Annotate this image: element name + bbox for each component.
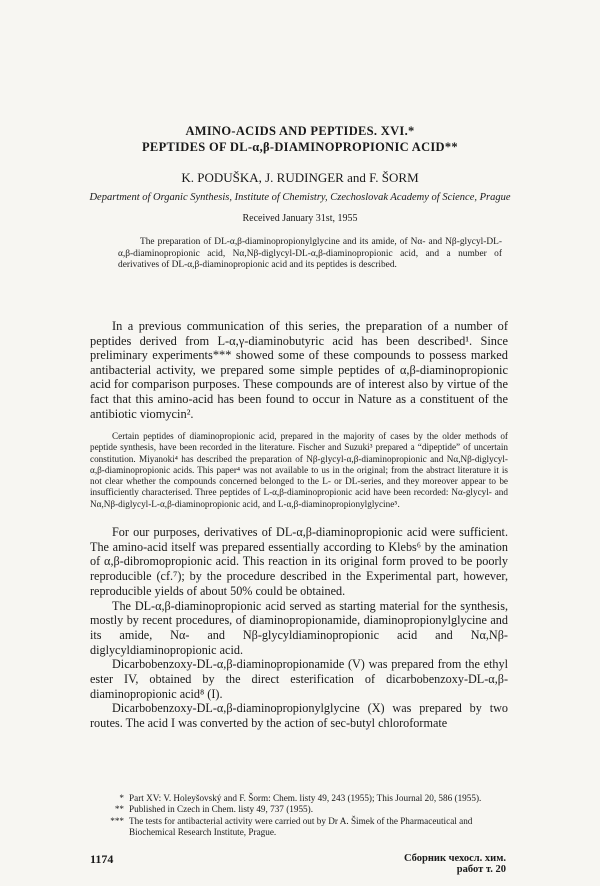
journal-name: Сборник чехосл. хим. работ т. 20 [403, 853, 506, 875]
authors: K. PODUŠKA, J. RUDINGER and F. ŠORM [181, 170, 419, 185]
footnote-text: The tests for antibacterial activity were carried out by Dr A. Šimek of the Pharmaceutical and Biochemical Research Institute, Prague. [129, 815, 473, 838]
paper-title-line1: AMINO-ACIDS AND PEPTIDES. XVI.* [185, 124, 415, 138]
footnote [90, 816, 508, 839]
body-paragraph-2: For our purposes, derivatives of DL-α,β-diaminopropionic acid were sufficient. The amino-acid itself was prepared essentially according to Klebs⁶ by the amination of α,β-dibromopropionic acid. This reaction in its original form proved to be poorly reproducible (cf.⁷); by the procedure described in the Experimental part, however, reproducible yields of about 50% could be obtained. [90, 525, 508, 598]
footnote-mark: * [119, 793, 124, 803]
affiliation: Department of Organic Synthesis, Institute of Chemistry, Czechoslovak Academy of Science, Prague [89, 192, 511, 203]
body-paragraph-4: Dicarbobenzoxy-DL-α,β-diaminopropionamide (V) was prepared from the ethyl ester IV, obtained by the direct esterification of dicarbobenzoxy-DL-α,β-diaminopropionic acid⁸ (I). [90, 657, 508, 701]
received-date: Received January 31st, 1955 [242, 213, 358, 224]
body-paragraph-5: Dicarbobenzoxy-DL-α,β-diaminopropionylglycine (X) was prepared by two routes. The acid I was converted by the action of sec-butyl chloroformate [90, 701, 508, 731]
footnote-text: Published in Czech in Chem. listy 49, 737 (1955). [129, 804, 313, 815]
paper-title-line2: PEPTIDES OF DL-α,β-DIAMINOPROPIONIC ACID** [142, 140, 458, 154]
footnote-mark: *** [110, 815, 124, 826]
footnote-text: Part XV: V. Holeyšovský and F. Šorm: Chem. listy 49, 243 (1955); This Journal 20, 586 (1955). [129, 793, 482, 803]
footnote [90, 793, 508, 804]
abstract: The preparation of DL-α,β-diaminopropionylglycine and its amide, of Nα- and Nβ-glycyl-DL-α,β-diaminopropionic acid, Nα,Nβ-diglycyl-DL-α,β-diaminopropionic acid, and a number of derivatives of DL-α,β-diaminopropionic acid and its peptides is described. [118, 237, 502, 271]
footnote [90, 804, 508, 815]
body-paragraph-1: In a previous communication of this series, the preparation of a number of peptides derived from L-α,γ-diaminobutyric acid has been described¹. Since preliminary experiments*** showed some of these compounds to possess marked antibacterial activity, we prepared some simple peptides of α,β-diaminopropionic acid for comparison purposes. These compounds are of interest also by virtue of the fact that this amino-acid has been found to occur in Nature as a constituent of the antibiotic viomycin². [90, 319, 508, 421]
small-print-note: Certain peptides of diaminopropionic acid, prepared in the majority of cases by the older methods of peptide synthesis, have been recorded in the literature. Fischer and Suzuki³ prepared a “dipeptide” of uncertain constitution. Miyanoki⁴ has described the preparation of Nβ-glycyl-α,β-diaminopropionic and Nα,Nβ-diglycyl-α,β-diaminopropionic acids. This paper⁴ was not available to us in the original; from the abstract literature it is not clear whether the compounds concerned belonged to the L- or DL-series, and they moreover appear to be insufficiently characterised. Three peptides of L-α,β-diaminopropionic acid have been recorded: Nα-glycyl- and Nα,Nβ-diglycyl-L-α,β-diaminopropionic acid, and L-α,β-diaminopropionylglycine⁵. [90, 431, 508, 509]
page-number: 1174 [90, 852, 114, 866]
body-section [90, 525, 508, 731]
footnotes [90, 793, 508, 839]
body-paragraph-3: The DL-α,β-diaminopropionic acid served as starting material for the synthesis, mostly by recent procedures, of diaminopropionamide, diaminopropionylglycine and its amide, Nα- and Nβ-glycyldiaminopropionic acid and Nα,Nβ-diglycyldiaminopropionic acid. [90, 598, 508, 657]
footnote-mark: ** [114, 804, 124, 815]
